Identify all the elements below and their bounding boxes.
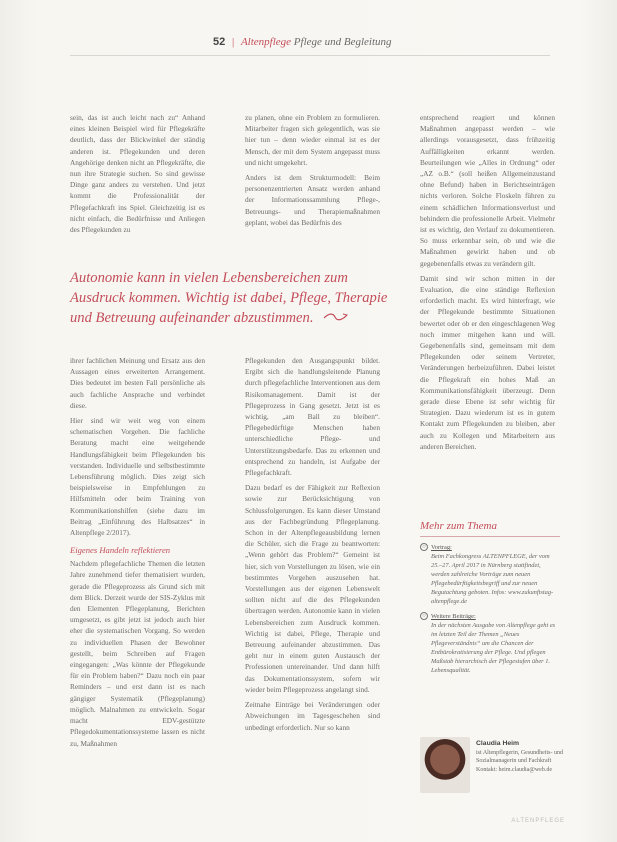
infobox-rule bbox=[420, 536, 560, 537]
header-subtitle: Pflege und Begleitung bbox=[293, 36, 392, 48]
paragraph: Nachdem pflegefachliche Themen die letzten Jahre zunehmend tiefer thematisiert wurden, gerade die Pflegeprozess als Grund sich mit dem Blick. Derzeit wurde der SIS-Zyklus mit den Elementen Pflegeplanung, Berichten umgesetzt, es gibt jetzt ist jedoch auch hier eher die systematischen Vorgang. So werden zu individuellen Phasen der Bewohner gestellt, beim Schreiben auf Fragen eingegangen: „Was könnte der Pflegekunde für ein Problem haben?“ Dazu noch ein paar Reminders – und erst dann ist es nach gängiger Systematik (Pflegeplanung) möglich. Malnahmen zu entwickeln. Sogar macht EDV-gestützte Pflegedokumentationssysteme lassen es nicht zu, Maßnahmen bbox=[70, 559, 205, 748]
column-2-top bbox=[245, 112, 380, 252]
infobox-title: Mehr zum Thema bbox=[420, 520, 497, 532]
book-icon: ○ bbox=[420, 612, 428, 620]
pull-quote bbox=[70, 268, 400, 328]
entry-kind: Weitere Beiträge: bbox=[431, 613, 476, 620]
paragraph: sein, das ist auch leicht nach zu“ Anhand eines kleinen Beispiel wird für Pflegekräfte deutlich, dass der Blickwinkel der ständig anderen ist. Pflegekunden und deren Angehörige denken nicht an Pflegekräfte, die nun ihre Strategie suchen. So sind gewisse Dinge ganz anders zu verstehen. Und jetzt kommt die Professionalität der Pflegefachkraft ins Spiel. Gleichzeitig ist es nicht einfach, die Bedürfnisse und Anliegen des Pflegekunden zu bbox=[70, 113, 205, 235]
paragraph: Anders ist dem Strukturmodell: Beim personenzentrierten Ansatz werden anhand der Informationssammlung Pflege-, Betreuungs- und Therapiemaßnahmen geplant, wobei das Bedürfnis des bbox=[245, 173, 380, 227]
header-section: Altenpflege bbox=[240, 36, 292, 48]
author-meta bbox=[476, 740, 566, 774]
infobox-entry bbox=[420, 612, 560, 675]
ornament-swirl-icon bbox=[323, 308, 349, 328]
calendar-icon: ○ bbox=[420, 543, 428, 551]
column-1-top bbox=[70, 112, 205, 252]
author-role: ist Altenpflegerin, Gesundheits- und Sozialmanagerin und Fachkraft Kontakt: heim.claudia@web.de bbox=[476, 749, 563, 773]
entry-text: Beim Fachkongress ALTENPFLEGE, der vom 25.–27. April 2017 in Nürnberg stattfindet, werden zahlreiche Vorträge zum neuen Pflegebedürftigkeitsbegriff und zur neuen Begutachtung geboten. Infos: www.zukunftstag-altenpflege.de bbox=[431, 553, 554, 605]
paragraph: ihrer fachlichen Meinung und Ersatz aus den Aussagen eines erweiterten Arrangement. Dies bedeutet im besten Fall persönliche als auch fachliche Ansprache und verbindet diese. bbox=[70, 356, 205, 410]
paragraph: entsprechend reagiert und können Maßnahmen angepasst werden – wie allerdings vorausgesetzt, dass frühzeitig Auffälligkeiten erkannt werden. Beurteilungen wie „Alles in Ordnung“ oder „AZ o.B.“ (soll heißen Allgemeinzustand ohne Befund) haben in Berichtseinträgen nichts verloren. Solche Floskeln führen zu einem schädlichen Informationsverlust und behindern die professionelle Arbeit. Vielmehr ist es wichtig, den Verlauf zu dokumentieren. So muss erkennbar sein, ob und wie die Maßnahmen gewirkt haben und ob gegebenenfalls etwas zu verändern gilt. bbox=[420, 113, 555, 268]
paragraph: zu planen, ohne ein Problem zu formulieren. Mitarbeiter fragen sich gelegentlich, was sie hier tun – denn wieder einmal ist es der Mensch, der mit dem System angepasst muss und nicht umgekehrt. bbox=[245, 113, 380, 167]
author-box bbox=[420, 737, 563, 797]
footer-mark: ALTENPFLEGE bbox=[511, 818, 565, 824]
author-photo bbox=[420, 737, 470, 793]
author-name: Claudia Heim bbox=[476, 740, 520, 747]
paragraph: Hier sind wir weit weg von einem schematischen Vorgehen. Die fachliche Beratung macht eine weitgehende Handlungsfähigkeit beim Pflegekunden bis verstanden. Individuelle und selbstbestimmte Lebensführung möglich. Dies zeigt sich beispielsweise in Empfehlungen zu Hilfsmitteln oder beim Training von Kommunikationshilfen (siehe dazu im Beitrag „Einführung des Halbsatzes“ in Altenpflege 2/2017). bbox=[70, 416, 205, 538]
header-separator: | bbox=[232, 36, 235, 48]
subheading: Eigenes Handeln reflektieren bbox=[70, 545, 171, 556]
page-number: 52 bbox=[213, 36, 226, 48]
infobox-entry bbox=[420, 543, 560, 606]
header-rule bbox=[70, 55, 550, 56]
paragraph: Damit sind wir schon mitten in der Evaluation, die eine ständige Reflexion erforderlich macht. Es wird hinterfragt, wie der Pflegekunde bestimmte Situationen bewertet oder ob er den eingeschlagenen Weg noch immer mitgehen kann und will. Gegebenenfalls sind, gemeinsam mit dem Pflegekunden oder seinem Vertreter, Veränderungen herbeizuführen. Dabei leistet die Pflegekraft ein hohes Maß an Kommunikationsfähigkeit überzeugt. Denn gerade diese Ebene ist sehr wichtig für Strategien. Dazu wiederum ist es in gutem Kontakt zum Pflegekunden zu bleiben, aber auch zu Kollegen und Mitarbeitern aus anderen Bereichen. bbox=[420, 273, 555, 451]
column-2-bottom bbox=[245, 355, 380, 815]
paragraph: Dazu bedarf es der Fähigkeit zur Reflexion sowie zur Berücksichtigung von Schlussfolgerungen. Es kann dieser Umstand aus der Fachbegründung Pflegeplanung. Schon in der Altenpflegeausbildung lernen die Schüler, sich die Frage zu beantworten: „Wenn gehört das Problem?“ Gemeint ist hier, sich von Vorstellungen zu lösen, wie ein bestimmtes Vorgehen auszusehen hat. Vorstellungen aus der eigenen Lebenswelt sollten nicht auf die des Pflegekunden übertragen werden. Autonomie kann in vielen Lebensbereichen zum Ausdruck kommen. Wichtig ist dabei, Pflege, Therapie und Betreuung aufeinander abzustimmen. Das geht nur in einem guten Austausch der Professionen untereinander. Und dann hilft das Dokumentationssystem, sofern wir wieder beim Pflegeprozess angelangt sind. bbox=[245, 483, 380, 694]
entry-text: In der nächsten Ausgabe von Altenpflege geht es im letzten Teil der Themen „Neues Pflegeverständnis“ um die Chancen der Entbürokratisierung der Pflege. Und pflegen Maßstab hierarchisch der Pflegestufen über 1. Lebensqualität. bbox=[431, 622, 556, 674]
running-header bbox=[213, 36, 392, 48]
entry-kind: Vortrag: bbox=[431, 544, 452, 551]
column-3 bbox=[420, 112, 555, 512]
column-1-bottom bbox=[70, 355, 205, 815]
paragraph: Pflegekunden den Ausgangspunkt bildet. Ergibt sich die handlungsleitende Planung durch pflegefachliche Interventionen aus dem Risikomanagement. Damit ist der Pflegeprozess in Gang gesetzt. Jetzt ist es wichtig, „am Ball zu bleiben“. Pflegebedürftige Menschen haben unterschiedliche Pflege- und Unterstützungsbedarfe. Das zu erkennen und entsprechend zu handeln, ist Aufgabe der Pflegefachkraft. bbox=[245, 356, 380, 478]
paragraph: Zeitnahe Einträge bei Veränderungen oder Abweichungen im Tagesgeschehen sind unbedingt erforderlich. Nur so kann bbox=[245, 700, 380, 732]
pull-quote-text: Autonomie kann in vielen Lebensbereichen zum Ausdruck kommen. Wichtig ist dabei, Pflege, Therapie und Betreuung aufeinander abzustimmen. bbox=[70, 270, 388, 326]
